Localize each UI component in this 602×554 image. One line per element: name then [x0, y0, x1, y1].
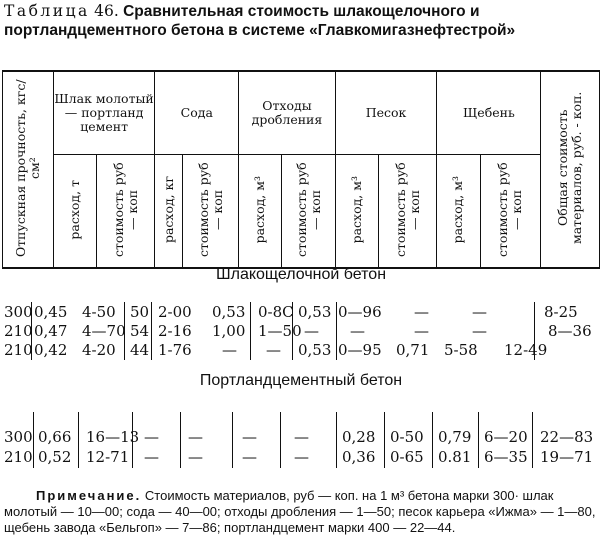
header-group-gravel: Щебень [437, 71, 541, 155]
row-divider [132, 412, 133, 468]
row-divider [532, 412, 533, 468]
table-caption [4, 2, 594, 40]
header-group-soda: Сода [155, 71, 239, 155]
header-gravel-consumption: расход, м³ [437, 155, 480, 269]
row-divider [384, 412, 385, 468]
section-title-portland: Портландцементный бетон [199, 372, 403, 389]
header-sand-cost: стоимость руб — коп [378, 155, 436, 269]
row-divider [180, 412, 181, 468]
row-divider [232, 412, 233, 468]
note-text: Стоимость материалов, руб — коп. на 1 м³ бетона марки 300· шлак молотый — 10—00; сода — 40—00; отходы дробления — 1—50; песок карьера «Ижма» — 1—80, щебень завода «Бельгоп» — 7—86; портландцемент марки 400 — 22—44. [4, 488, 596, 535]
row-divider [31, 302, 32, 360]
note-label: Примечание. [36, 488, 142, 503]
row-divider [33, 412, 34, 468]
header-total: Общая стоимость материалов, руб. - коп. [541, 71, 600, 268]
row-divider [336, 412, 337, 468]
row-divider [478, 412, 479, 468]
header-gravel-cost: стоимость руб — коп [480, 155, 541, 269]
row-divider [432, 412, 433, 468]
header-group-waste: Отходы дробления [239, 71, 336, 155]
header-slag-consumption: расход, т [53, 155, 96, 269]
row-divider [250, 302, 251, 360]
table-header [2, 70, 600, 269]
row-divider [78, 412, 79, 468]
row-divider [280, 412, 281, 468]
row-divider [292, 302, 293, 360]
header-group-sand: Песок [335, 71, 437, 155]
row-divider [151, 302, 152, 360]
header-sand-consumption: расход, м³ [335, 155, 378, 269]
caption-label: Таблица [4, 2, 90, 20]
header-soda-consumption: расход, кг [155, 155, 183, 269]
header-strength: Отпускная прочность, кгс/см² [3, 71, 54, 268]
header-soda-cost: стоимость руб — коп [183, 155, 239, 269]
caption-title: Сравнительная стоимость шлакощелочного и портландцементного бетона в системе «Главкомигазнефтестрой» [4, 3, 516, 39]
header-slag-cost: стоимость руб — коп [96, 155, 154, 269]
header-group-slag: Шлак молотый — портланд цемент [53, 71, 155, 155]
row-divider [534, 302, 535, 360]
header-waste-cost: стоимость руб — коп [282, 155, 335, 269]
header-waste-consumption: расход, м³ [239, 155, 282, 269]
section-title-slag: Шлакощелочной бетон [215, 266, 387, 283]
table-note [4, 488, 596, 536]
row-divider [336, 302, 337, 360]
row-divider [124, 302, 125, 360]
caption-number: 46. [94, 2, 119, 20]
